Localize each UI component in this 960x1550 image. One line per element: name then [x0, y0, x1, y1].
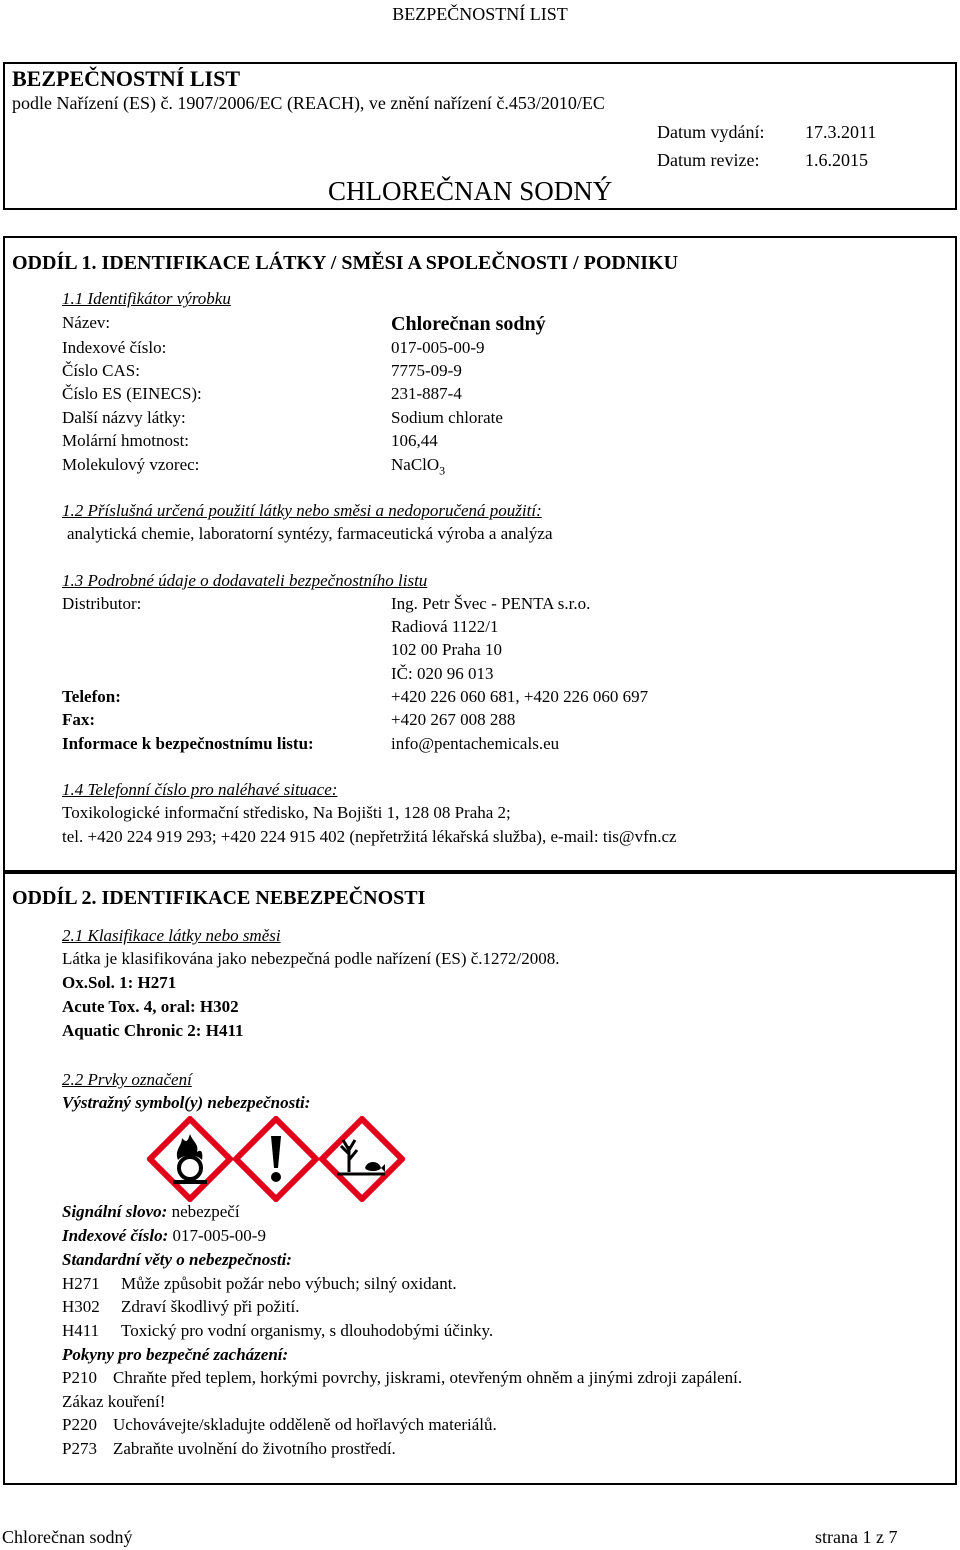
index-number-value: 017-005-00-9: [168, 1226, 266, 1245]
environment-icon: [319, 1116, 405, 1202]
phone-value: +420 226 060 681, +420 226 060 697: [391, 687, 649, 706]
index-number: [62, 1226, 266, 1246]
precaution-text: Zabraňte uvolnění do životního prostředí.: [113, 1439, 396, 1458]
index-number-label: Indexové číslo:: [62, 1226, 169, 1245]
s12-title: 1.2 Příslušná určená použití látky nebo směsi a nedoporučená použití:: [62, 501, 542, 520]
s11-title: 1.1 Identifikátor výrobku: [62, 289, 231, 308]
index-value: 017-005-00-9: [391, 338, 485, 357]
index-label: Indexové číslo:: [62, 338, 167, 357]
regulation-text: podle Nařízení (ES) č. 1907/2006/EC (REACH), ve znění nařízení č.453/2010/EC: [12, 93, 605, 113]
info-email-link[interactable]: info@pentachemicals.eu: [391, 734, 560, 753]
revision-date-label: Datum revize:: [657, 150, 760, 170]
s22-title: 2.2 Prvky označení: [62, 1070, 192, 1089]
s21-title: 2.1 Klasifikace látky nebo směsi: [62, 926, 281, 945]
formula-value: [391, 455, 445, 478]
formula-main: NaClO: [391, 455, 440, 474]
distributor-line: Radiová 1122/1: [391, 617, 499, 636]
classification-3: Aquatic Chronic 2: H411: [62, 1021, 244, 1040]
other-names-value: Sodium chlorate: [391, 408, 503, 427]
formula-label: Molekulový vzorec:: [62, 455, 200, 474]
name-label: Název:: [62, 313, 111, 332]
footer-page-number: strana 1 z 7: [815, 1527, 898, 1547]
other-names-label: Další názvy látky:: [62, 408, 186, 427]
molar-mass-label: Molární hmotnost:: [62, 431, 190, 450]
phone-label: Telefon:: [62, 687, 121, 706]
distributor-line: Ing. Petr Švec - PENTA s.r.o.: [391, 594, 591, 613]
hazard-code: H411: [62, 1321, 100, 1340]
signal-word-label: Signální slovo:: [62, 1202, 168, 1221]
cas-label: Číslo CAS:: [62, 361, 140, 380]
product-name-title: CHLOREČNAN SODNÝ: [328, 176, 613, 206]
hazard-statements-label: Standardní věty o nebezpečnosti:: [62, 1250, 292, 1269]
formula-subscript: 3: [439, 463, 446, 478]
classification-1: Ox.Sol. 1: H271: [62, 973, 177, 992]
es-value: 231-887-4: [391, 384, 462, 403]
s21-text: Látka je klasifikována jako nebezpečná podle nařízení (ES) č.1272/2008.: [62, 949, 560, 968]
precaution-code: P210: [62, 1368, 97, 1387]
signal-word: [62, 1202, 240, 1222]
flame-over-circle-icon: [147, 1116, 233, 1202]
hazard-text: Může způsobit požár nebo výbuch; silný oxidant.: [121, 1274, 457, 1293]
hazard-text: Toxický pro vodní organismy, s dlouhodobými účinky.: [121, 1321, 494, 1340]
cas-value: 7775-09-9: [391, 361, 462, 380]
section1-heading: ODDÍL 1. IDENTIFIKACE LÁTKY / SMĚSI A SPOLEČNOSTI / PODNIKU: [12, 252, 679, 274]
precaution-code: P273: [62, 1439, 97, 1458]
footer-product: Chlorečnan sodný: [2, 1527, 133, 1547]
name-value: Chlorečnan sodný: [391, 313, 546, 335]
precaution-statements-label: Pokyny pro bezpečné zacházení:: [62, 1345, 289, 1364]
hazard-text: Zdraví škodlivý při požití.: [121, 1297, 300, 1316]
issue-date-label: Datum vydání:: [657, 122, 765, 142]
hazard-code: H302: [62, 1297, 100, 1316]
distributor-line: IČ: 020 96 013: [391, 664, 494, 683]
distributor-line: 102 00 Praha 10: [391, 640, 502, 659]
fax-label: Fax:: [62, 710, 96, 729]
s14-line1: Toxikologické informační středisko, Na Bojišti 1, 128 08 Praha 2;: [62, 803, 511, 822]
precaution-code: P220: [62, 1415, 97, 1434]
molar-mass-value: 106,44: [391, 431, 438, 450]
issue-date-value: 17.3.2011: [805, 122, 877, 142]
precaution-text: Chraňte před teplem, horkými povrchy, jiskrami, otevřeným ohněm a jinými zdroji zapálení.: [113, 1368, 743, 1387]
exclamation-mark-icon: [233, 1116, 319, 1202]
classification-2: Acute Tox. 4, oral: H302: [62, 997, 239, 1016]
section2-heading: ODDÍL 2. IDENTIFIKACE NEBEZPEČNOSTI: [12, 887, 426, 909]
es-label: Číslo ES (EINECS):: [62, 384, 202, 403]
info-label: Informace k bezpečnostnímu listu:: [62, 734, 314, 753]
fax-value: +420 267 008 288: [391, 710, 516, 729]
precaution-text: Uchovávejte/skladujte odděleně od hořlavých materiálů.: [113, 1415, 497, 1434]
s13-title: 1.3 Podrobné údaje o dodavateli bezpečnostního listu: [62, 571, 428, 590]
running-header: BEZPEČNOSTNÍ LIST: [392, 4, 568, 24]
s14-title: 1.4 Telefonní číslo pro naléhavé situace:: [62, 780, 338, 799]
document-title: BEZPEČNOSTNÍ LIST: [12, 66, 241, 91]
precaution-text-continued: Zákaz kouření!: [62, 1392, 166, 1411]
signal-word-value: nebezpečí: [167, 1202, 240, 1221]
hazard-code: H271: [62, 1274, 100, 1293]
s12-text: analytická chemie, laboratorní syntézy, farmaceutická výroba a analýza: [67, 524, 553, 543]
s14-line2: tel. +420 224 919 293; +420 224 915 402 (nepřetržitá lékařská služba), e-mail: tis@vfn.cz: [62, 827, 677, 846]
symbols-label: Výstražný symbol(y) nebezpečnosti:: [62, 1093, 311, 1112]
revision-date-value: 1.6.2015: [805, 150, 868, 170]
distributor-label: Distributor:: [62, 594, 142, 613]
